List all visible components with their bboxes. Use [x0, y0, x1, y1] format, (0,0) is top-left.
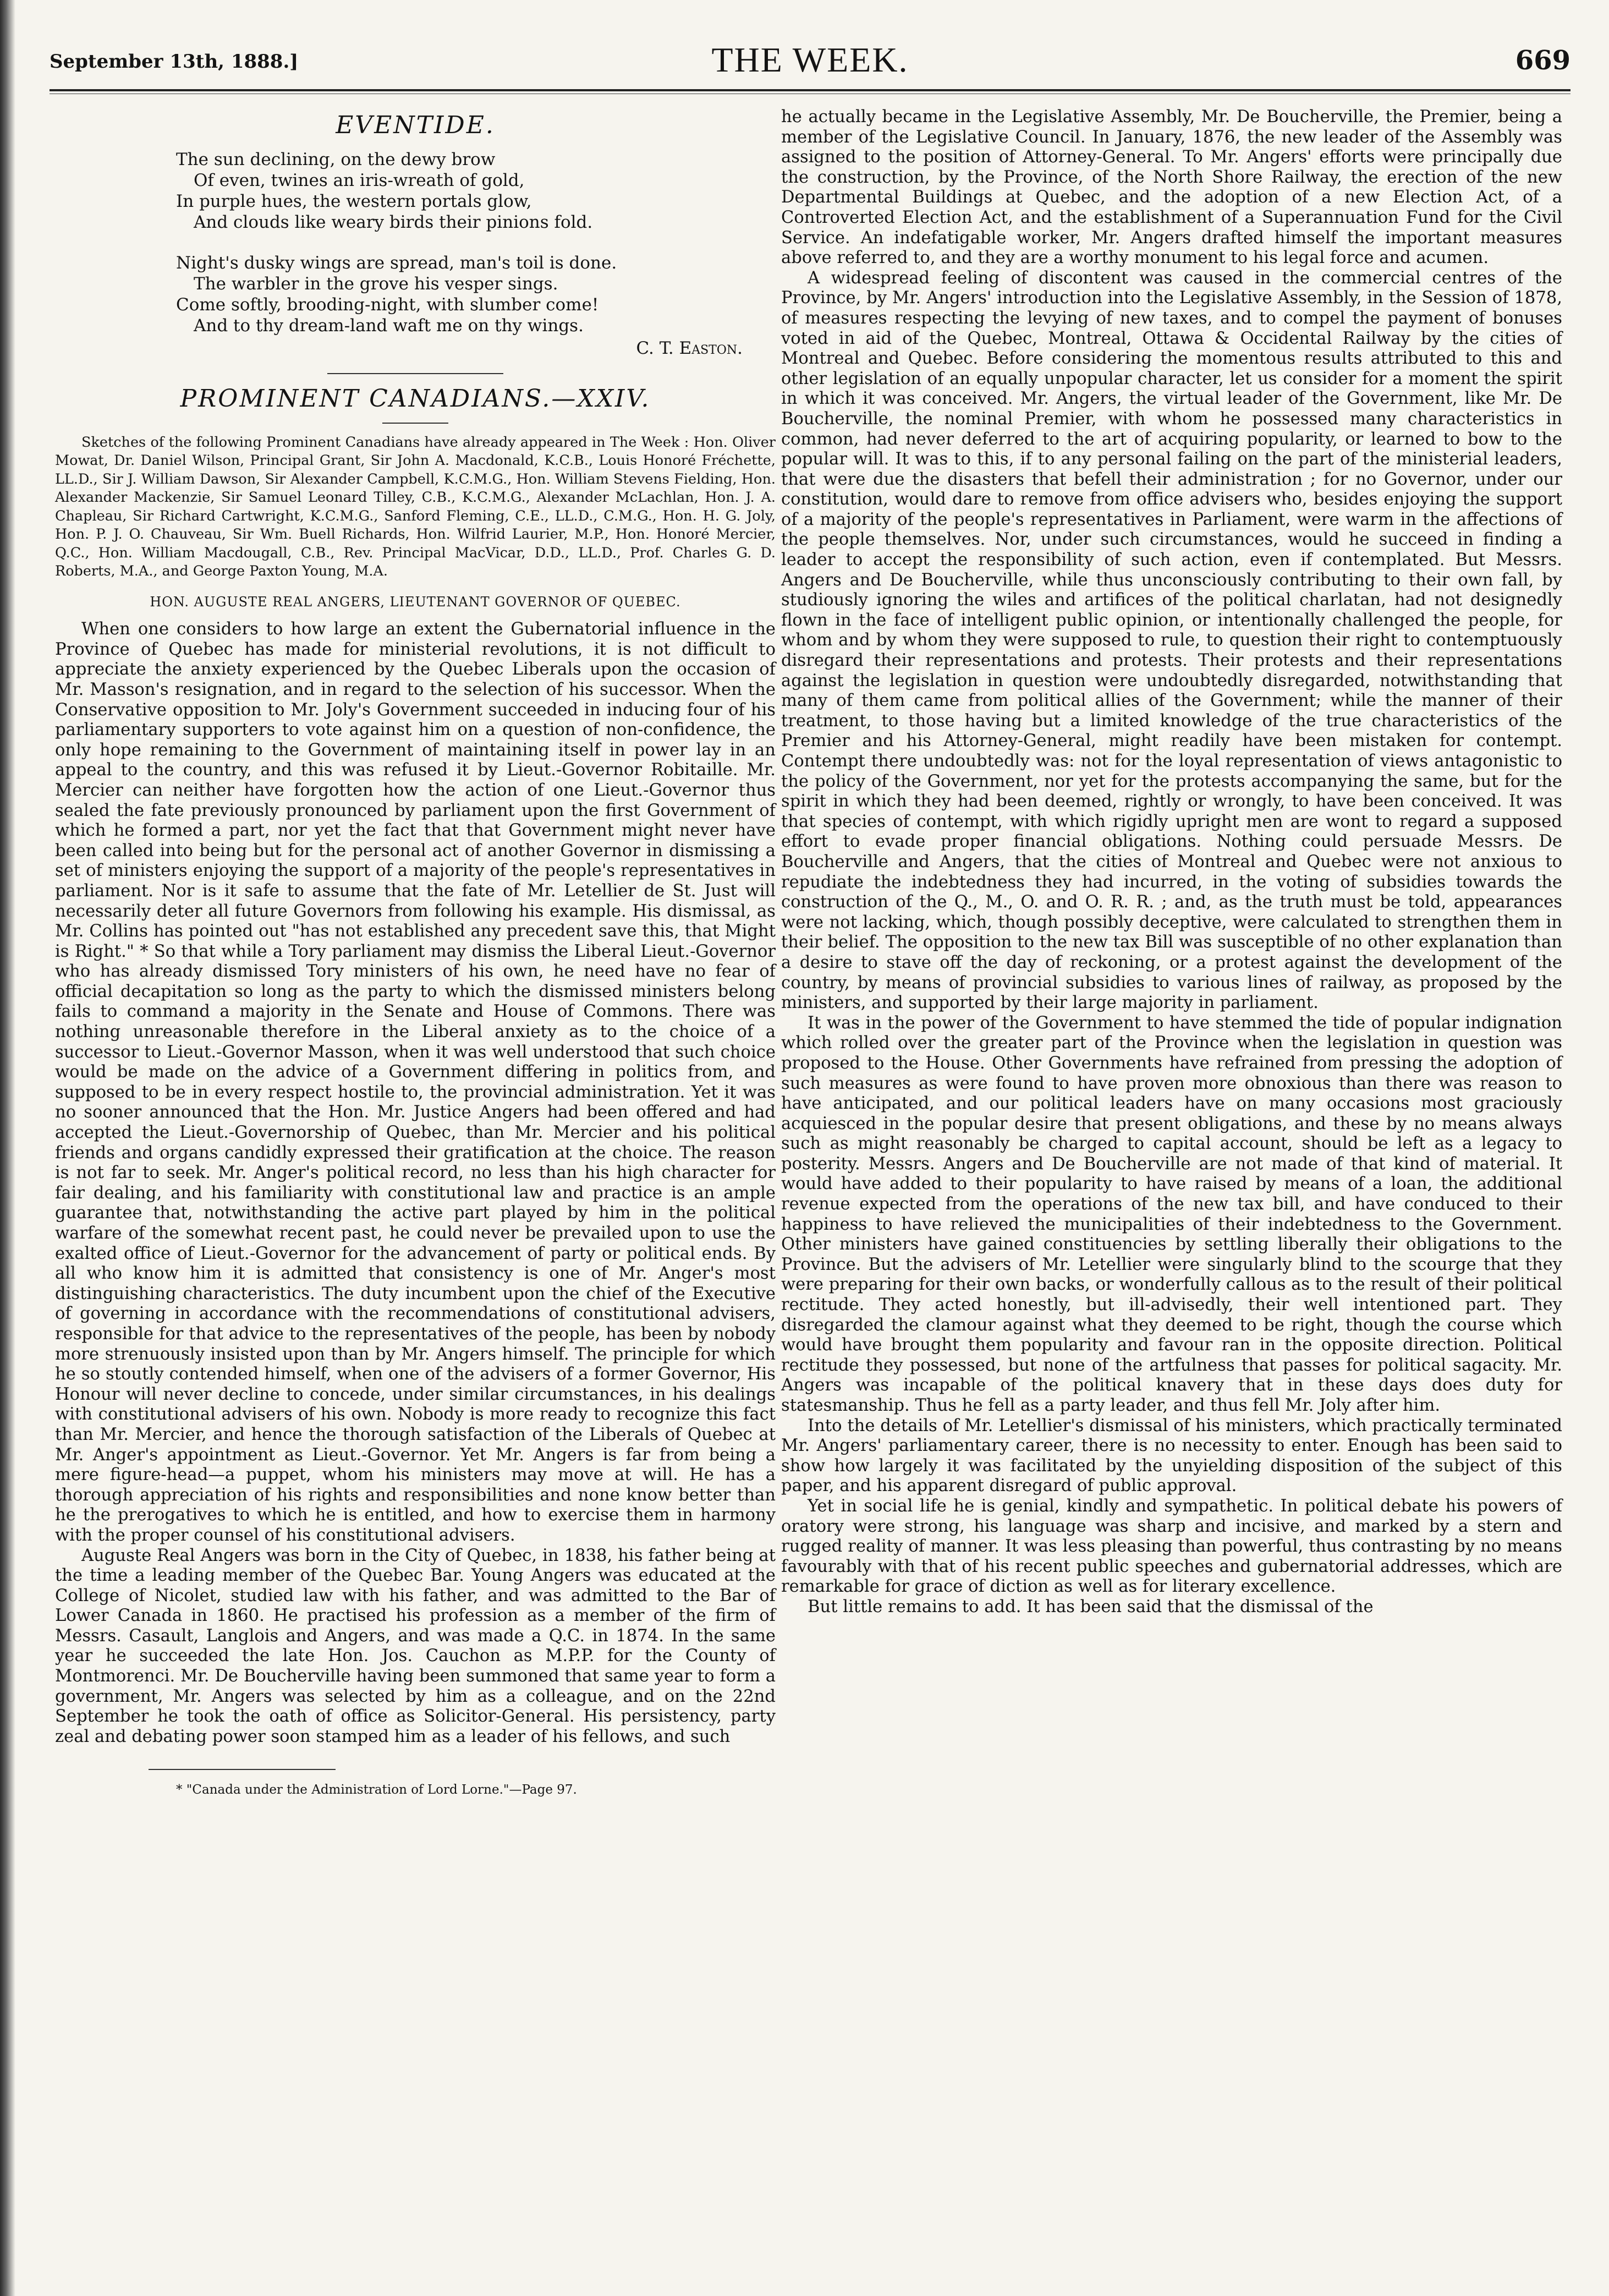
article-title: PROMINENT CANADIANS.—XXIV.	[180, 384, 651, 413]
section-divider	[327, 373, 503, 374]
poem-line: Come softly, brooding-night, with slumber come!	[176, 295, 599, 315]
issue-date: September 13th, 1888.]	[50, 51, 299, 73]
article-paragraph: A widespread feeling of discontent was caused in the commercial centres of the Province, by Mr. Angers' introduction into the Legislative Assembly, in the Session of 1878, of measures respecting the levying of new taxes, and to compel the payment of bonuses voted in aid of the Quebec, Montreal, Ottawa & Occidental Railway by the cities of Montreal and Quebec. Before considering the momentous results attributed to this and other legislation of an equally unpopular character, let us consider for a moment the spirit in which it was conceived. Mr. Angers, the virtual leader of the Government, like Mr. De Boucherville, the nominal Premier, with whom he possessed many characteristics in common, had never deferred to the art of acquiring popularity, or learned to bow to the popular will. It was to this, if to any personal failing on the part of the ministerial leaders, that were due the disasters that befell their administration ; for no Governor, under our constitution, would dare to remove from office advisers who, besides enjoying the support of a majority of the people's representatives in Parliament, were warm in the affections of the people themselves. Nor, under such circumstances, would he succeed in finding a leader to accept the responsibility of such action, even if contemplated. But Messrs. Angers and De Boucherville, while thus unconsciously contributing to their own fall, by studiously ignoring the wiles and artifices of the political charlatan, had not designedly flown in the face of intelligent public opinion, or intentionally challenged the people, for whom and by whom they were supposed to rule, to question their right to contemptuously disregard their representations and protests. Their protests and their representations against the legislation in question were undoubtedly disregarded, notwithstanding that many of them came from political allies of the Government; while the manner of their treatment, to those having but a limited knowledge of the true characteristics of the Premier and his Attorney-General, might readily have been mistaken for contempt. Contempt there undoubtedly was: not for the loyal representation of views antagonistic to the policy of the Government, nor yet for the protests accompanying the same, but for the spirit in which they had been deemed, rightly or wrongly, to have been conceived. It was that species of contempt, with which rigidly upright men are wont to regard a supposed effort to evade proper financial obligations. Nothing could persuade Messrs. De Boucherville and Angers, that the cities of Montreal and Quebec were not anxious to repudiate the indebtedness they had incurred, in the voting of subsidies towards the construction of the Q., M., O. and O. R. R. ; and, as the truth must be told, appearances were not lacking, which, though possibly deceptive, were calculated to strengthen them in their belief. The opposition to the new tax Bill was susceptible of no other explanation than a desire to stave off the day of reckoning, or a protest against the development of the country, by means of provincial subsidies to various lines of railway, as proposed by the ministers, and supported by their large majority in parliament.	[781, 268, 1562, 1013]
poem-line: And to thy dream-land waft me on thy wings.	[194, 316, 584, 336]
binding-edge	[0, 0, 15, 2296]
article-paragraph: When one considers to how large an extent the Gubernatorial influence in the Province of Quebec has made for ministerial revolutions, it is not difficult to appreciate the anxiety experienced by the Quebec Liberals upon the occasion of Mr. Masson's resignation, and in regard to the selection of his successor. When the Conservative opposition to Mr. Joly's Government succeeded in inducing four of his parliamentary supporters to vote against him on a question of non-confidence, the only hope remaining to the Government of maintaining itself in power lay in an appeal to the country, and this was refused it by Lieut.-Governor Robitaille. Mr. Mercier can neither have forgotten how the action of one Lieut.-Governor thus sealed the fate previously pronounced by parliament upon the first Government of which he formed a part, nor yet the fact that that Government might never have been called into being but for the personal act of another Governor in dismissing a set of ministers enjoying the support of a majority of the people's representatives in parliament. Nor is it safe to assume that the fate of Mr. Letellier de St. Just will necessarily deter all future Governors from following his example. His dismissal, as Mr. Collins has pointed out "has not established any precedent save this, that Might is Right." * So that while a Tory parliament may dismiss the Liberal Lieut.-Governor who has already dismissed Tory ministers of his own, he need have no fear of official decapitation so long as the party to which the dismissed ministers belong fails to command a majority in the Senate and House of Commons. There was nothing unreasonable therefore in the Liberal anxiety as to the choice of a successor to Lieut.-Governor Masson, when it was well understood that such choice would be made on the advice of a Government differing in politics from, and supposed to be in every respect hostile to, the provincial administration. Yet it was no sooner announced that the Hon. Mr. Justice Angers had been offered and had accepted the Lieut.-Governorship of Quebec, than Mr. Mercier and his political friends and organs candidly expressed their gratification at the choice. The reason is not far to seek. Mr. Anger's political record, no less than his high character for fair dealing, and his familiarity with constitutional law and practice is an ample guarantee that, notwithstanding the active part played by him in the political warfare of the somewhat recent past, he could never be prevailed upon to use the exalted office of Lieut.-Governor for the advancement of party or political ends. By all who know him it is admitted that consistency is one of Mr. Anger's most distinguishing characteristics. The duty incumbent upon the chief of the Executive of governing in accordance with the recommendations of constitutional advisers, responsible for that advice to the representatives of the people, has been by nobody more strenuously insisted upon than by Mr. Angers himself. The principle for which he so stoutly contended himself, when one of the advisers of a former Governor, His Honour will never decline to concede, under similar circumstances, in his dealings with constitutional advisers of his own. Nobody is more ready to recognize this fact than Mr. Mercier, and hence the thorough satisfaction of the Liberals of Quebec at Mr. Anger's appointment as Lieut.-Governor. Yet Mr. Angers is far from being a mere figure-head—a puppet, whom his ministers may move at will. He has a thorough appreciation of his rights and responsibilities and none know better than he the prerogatives to which he is entitled, and how to exercise them in harmony with the proper counsel of his constitutional advisers.	[55, 620, 776, 1545]
poem-line: The warbler in the grove his vesper sings.	[194, 274, 558, 294]
poem-line: The sun declining, on the dewy brow	[176, 150, 496, 169]
poem-stanza-2	[176, 253, 776, 336]
poem-line: And clouds like weary birds their pinions fold.	[194, 212, 593, 232]
footnote: * "Canada under the Administration of Lord Lorne."—Page 97.	[176, 1783, 577, 1798]
article-paragraph: he actually became in the Legislative Assembly, Mr. De Boucherville, the Premier, being a member of the Legislative Council. In January, 1876, the new leader of the Assembly was assigned to the position of Attorney-General. To Mr. Angers' efforts were principally due the construction, by the Province, of the North Shore Railway, the erection of the new Departmental Buildings at Quebec, and the adoption of a new Election Act, of a Controverted Election Act, and the establishment of a Superannuation Fund for the Civil Service. An indefatigable worker, Mr. Angers drafted himself the important measures above referred to, and they are a worthy monument to his legal force and acumen.	[781, 107, 1562, 268]
sketches-intro: Sketches of the following Prominent Canadians have already appeared in The Week : Hon. Oliver Mowat, Dr. Daniel Wilson, Principal Grant, Sir John A. Macdonald, K.C.B., Louis Honoré Fréchette, LL.D., Sir J. William Dawson, Sir Alexander Campbell, K.C.M.G., Hon. William Stevens Fielding, Hon. Alexander Mackenzie, Sir Samuel Leonard Tilley, C.B., K.C.M.G., Alexander McLachlan, Hon. J. A. Chapleau, Sir Richard Cartwright, K.C.M.G., Sanford Fleming, C.E., LL.D., C.M.G., Hon. H. G. Joly, Hon. P. J. O. Chauveau, Sir Wm. Buell Richards, Hon. Wilfrid Laurier, M.P., Hon. Honoré Mercier, Q.C., Hon. William Macdougall, C.B., Rev. Principal MacVicar, D.D., LL.D., Prof. Charles G. D. Roberts, M.A., and George Paxton Young, M.A.	[55, 434, 776, 580]
left-column	[55, 107, 776, 1800]
footnote-rule	[149, 1769, 336, 1770]
masthead-title: THE WEEK.	[711, 40, 909, 79]
poem-stanza-1	[176, 149, 776, 233]
poem-title: EVENTIDE.	[336, 111, 495, 139]
article-subheading: HON. AUGUSTE REAL ANGERS, LIEUTENANT GOVERNOR OF QUEBEC.	[150, 594, 681, 610]
article-paragraph: Into the details of Mr. Letellier's dismissal of his ministers, which practically terminated Mr. Angers' parliamentary career, there is no necessity to enter. Enough has been said to show how largely it was facilitated by the unyielding disposition of the subject of this paper, and his apparent disregard of public approval.	[781, 1416, 1562, 1496]
poem-line: Of even, twines an iris-wreath of gold,	[194, 171, 525, 190]
article-paragraph: It was in the power of the Government to have stemmed the tide of popular indignation which rolled over the greater part of the Province when the legislation in question was proposed to the House. Other Governments have refrained from pressing the adoption of such measures as were found to have proven more obnoxious than there was reason to have anticipated, and our political leaders have on many occasions most graciously acquiesced in the popular desire that present obligations, and these by no means always such as might reasonably be charged to capital account, should be left as a legacy to posterity. Messrs. Angers and De Boucherville are not made of that kind of material. It would have added to their popularity to have raised by means of a loan, the additional revenue expected from the operations of the new tax bill, and have conduced to their happiness to have relieved the municipalities of their indebtedness to the Government. Other ministers have gained constituencies by settling liberally their obligations to the Province. But the advisers of Mr. Letellier were singularly blind to the scourge that they were preparing for their own backs, or wonderfully callous as to the result of their political rectitude. They acted honestly, but ill-advisedly, their well intentioned part. They disregarded the clamour against what they deemed to be right, though the course which would have brought them popularity and favour ran in the opposite direction. Political rectitude they possessed, but none of the artfulness that passes for political sagacity. Mr. Angers was incapable of the political knavery that in these days does duty for statesmanship. Thus he fell as a party leader, and thus fell Mr. Joly after him.	[781, 1013, 1562, 1415]
article-paragraph: But little remains to add. It has been said that the dismissal of the	[808, 1597, 1374, 1616]
poem-author: C. T. Easton.	[636, 338, 743, 358]
title-underline	[382, 423, 448, 424]
running-head	[50, 40, 1570, 84]
poem-line: Night's dusky wings are spread, man's toil is done.	[176, 253, 617, 273]
article-paragraph: Auguste Real Angers was born in the City of Quebec, in 1838, his father being at the time a leading member of the Quebec Bar. Young Angers was educated at the College of Nicolet, studied law with his father, and was admitted to the Bar of Lower Canada in 1860. He practised his profession as a member of the firm of Messrs. Casault, Langlois and Angers, and was made a Q.C. in 1874. In the same year he succeeded the late Hon. Jos. Cauchon as M.P.P. for the County of Montmorenci. Mr. De Boucherville having been summoned that same year to form a government, Mr. Angers was selected by him as a colleague, and on the 22nd September he took the oath of office as Solicitor-General. His persistency, party zeal and debating power soon stamped him as a leader of his fellows, and such	[55, 1546, 776, 1746]
page-number: 669	[1515, 45, 1570, 76]
header-rule	[50, 89, 1570, 91]
article-paragraph: Yet in social life he is genial, kindly and sympathetic. In political debate his powers of oratory were strong, his language was sharp and incisive, and marked by a stern and rugged reality of manner. It was less pleasing than powerful, thus contrasting by no means favourably with that of his recent public speeches and gubernatorial addresses, which are remarkable for grace of diction as well as for literary excellence.	[781, 1496, 1562, 1597]
poem-line: In purple hues, the western portals glow,	[176, 191, 532, 211]
right-column	[781, 107, 1562, 1618]
poem	[176, 149, 776, 336]
